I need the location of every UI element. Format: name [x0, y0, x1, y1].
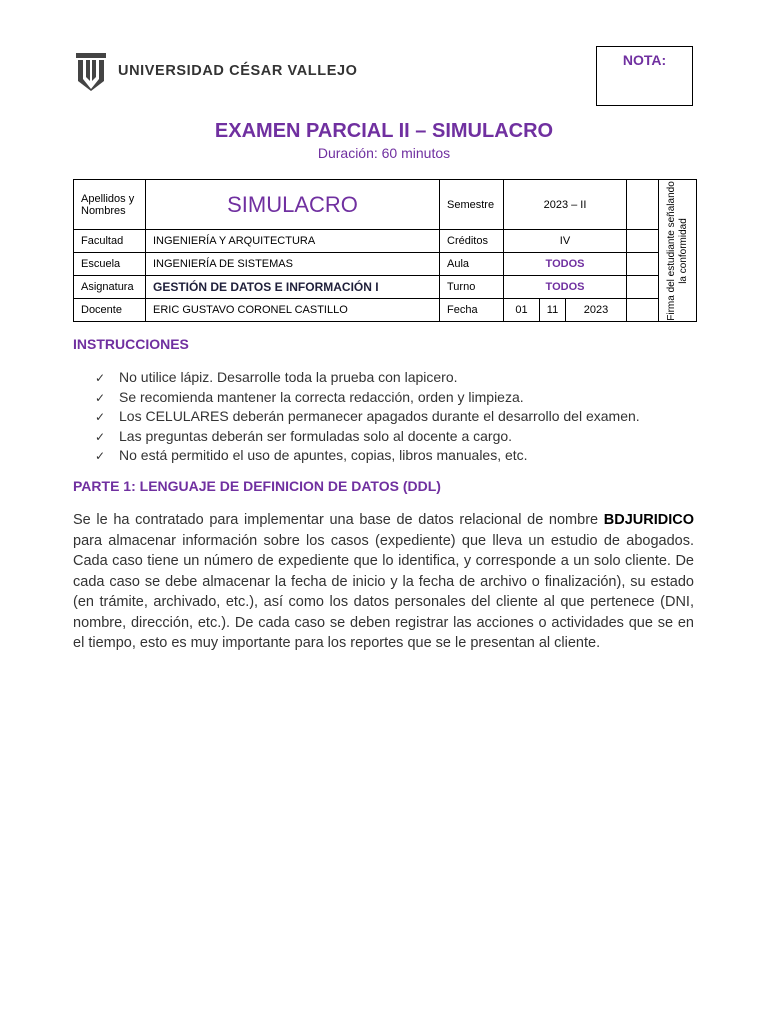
- list-item: [95, 388, 640, 408]
- asignatura-value: GESTIÓN DE DATOS E INFORMACIÓN I: [146, 276, 440, 299]
- blank-cell: [627, 299, 659, 322]
- instruction-text: No utilice lápiz. Desarrolle toda la prueba con lapicero.: [119, 369, 458, 385]
- fecha-month: 11: [540, 299, 566, 322]
- check-icon: ✓: [95, 449, 106, 463]
- blank-cell: [627, 253, 659, 276]
- turno-value: TODOS: [504, 276, 627, 299]
- instructions-heading: INSTRUCCIONES: [73, 336, 189, 352]
- apellidos-label: Apellidos y Nombres: [74, 180, 146, 230]
- list-item: [95, 368, 640, 388]
- exam-duration: Duración: 60 minutos: [317, 145, 451, 161]
- asignatura-label: Asignatura: [74, 276, 146, 299]
- blank-cell: [627, 230, 659, 253]
- signature-label: Firma del estudiante señalando la conformidad: [665, 180, 689, 321]
- student-info-table: [73, 179, 697, 322]
- list-item: [95, 446, 640, 466]
- fecha-label: Fecha: [440, 299, 504, 322]
- list-item: [95, 407, 640, 427]
- aula-label: Aula: [440, 253, 504, 276]
- aula-value: TODOS: [504, 253, 627, 276]
- part1-text-end: para almacenar información sobre los casos (expediente) que lleva un estudio de abogados. Cada caso tiene un número de expediente que lo identifica, y corresponde a un solo cliente. De cada caso se debe almacenar la fecha de inicio y la fecha de archivo o finalización), su estado (en trámite, archivado, etc.), así como los datos personales del cliente al que pertenece (DNI, nombre, dirección, etc.). De cada caso se deben registrar las acciones o actividades que se en el tiempo, esto es muy importante para los reportes que se le presentan al cliente.: [73, 532, 694, 651]
- facultad-label: Facultad: [74, 230, 146, 253]
- turno-label: Turno: [440, 276, 504, 299]
- grade-label: NOTA:: [622, 52, 667, 68]
- exam-title: EXAMEN PARCIAL II – SIMULACRO: [214, 120, 554, 142]
- blank-cell: [627, 180, 659, 230]
- check-icon: ✓: [95, 371, 106, 385]
- check-icon: ✓: [95, 390, 106, 405]
- check-icon: ✓: [95, 429, 106, 444]
- list-item: [95, 427, 640, 447]
- creditos-value: IV: [504, 230, 627, 253]
- ucv-logo-icon: [74, 51, 108, 91]
- instruction-text: Los CELULARES deberán permanecer apagados durante el desarrollo del examen.: [119, 408, 640, 424]
- semestre-value: 2023 – II: [504, 180, 627, 230]
- university-name: UNIVERSIDAD CÉSAR VALLEJO: [118, 63, 358, 79]
- fecha-day: 01: [504, 299, 540, 322]
- instructions-list: [95, 368, 640, 466]
- check-icon: ✓: [95, 410, 106, 424]
- university-logo: [74, 50, 358, 92]
- fecha-year: 2023: [566, 299, 627, 322]
- creditos-label: Créditos: [440, 230, 504, 253]
- part1-text-start: Se le ha contratado para implementar una base de datos relacional de nombre: [73, 512, 604, 528]
- semestre-label: Semestre: [440, 180, 504, 230]
- student-name-value: SIMULACRO: [146, 180, 440, 230]
- instruction-text: No está permitido el uso de apuntes, copias, libros manuales, etc.: [119, 447, 528, 463]
- escuela-value: INGENIERÍA DE SISTEMAS: [146, 253, 440, 276]
- instruction-text: Las preguntas deberán ser formuladas solo al docente a cargo.: [119, 427, 513, 444]
- instruction-text: Se recomienda mantener la correcta redacción, orden y limpieza.: [119, 388, 524, 405]
- escuela-label: Escuela: [74, 253, 146, 276]
- part1-heading: PARTE 1: LENGUAJE DE DEFINICION DE DATOS (DDL): [73, 478, 441, 494]
- part1-paragraph: [73, 510, 694, 654]
- facultad-value: INGENIERÍA Y ARQUITECTURA: [146, 230, 440, 253]
- db-name: BDJURIDICO: [603, 512, 694, 528]
- grade-box: [596, 46, 693, 106]
- signature-cell: [659, 180, 697, 322]
- docente-label: Docente: [74, 299, 146, 322]
- blank-cell: [627, 276, 659, 299]
- docente-value: ERIC GUSTAVO CORONEL CASTILLO: [146, 299, 440, 322]
